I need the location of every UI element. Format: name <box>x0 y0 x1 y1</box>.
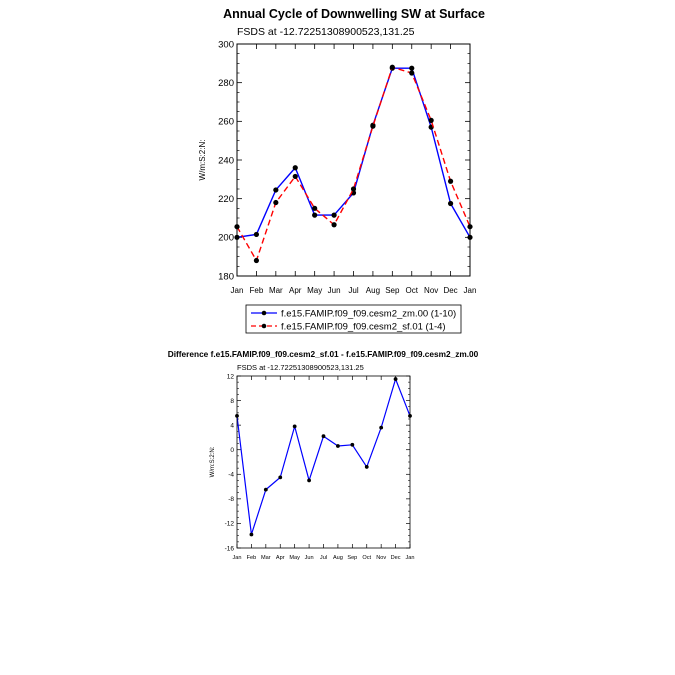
data-point <box>250 533 254 537</box>
data-point <box>429 118 434 123</box>
x-tick-label: Jul <box>319 555 328 561</box>
bottom-chart-title: Difference f.e15.FAMIP.f09_f09.cesm2_sf.01 - f.e15.FAMIP.f09_f09.cesm2_zm.00 <box>167 349 479 359</box>
x-tick-label: Apr <box>289 286 302 295</box>
data-point <box>254 232 259 237</box>
x-tick-label: Jan <box>463 286 477 295</box>
x-tick-label: Dec <box>390 555 401 561</box>
bottom-chart <box>168 349 479 561</box>
data-point <box>370 124 375 129</box>
top-chart-subtitle: FSDS at -12.72251308900523,131.25 <box>237 26 415 38</box>
x-tick-label: Aug <box>365 286 381 295</box>
x-tick-label: Mar <box>261 555 271 561</box>
data-point <box>273 187 278 192</box>
data-point <box>379 426 383 430</box>
y-tick-label: 12 <box>226 373 234 381</box>
data-point <box>278 475 282 479</box>
legend-marker-sf <box>262 324 267 329</box>
bottom-chart-ticks <box>225 373 415 561</box>
data-point <box>293 424 297 428</box>
x-tick-label: Oct <box>362 555 372 561</box>
data-point <box>307 479 311 483</box>
data-point <box>331 222 336 227</box>
bottom-chart-frame <box>237 376 410 548</box>
y-tick-label: -4 <box>228 471 234 479</box>
data-point <box>336 444 340 448</box>
legend-marker-zm <box>262 311 267 316</box>
x-tick-label: Jan <box>232 555 242 561</box>
x-tick-label: Jul <box>348 286 359 295</box>
x-tick-label: Dec <box>443 286 458 295</box>
y-tick-label: 4 <box>230 422 234 430</box>
x-tick-label: May <box>289 555 300 561</box>
x-tick-label: May <box>307 286 323 295</box>
data-point <box>322 434 326 438</box>
data-point <box>448 201 453 206</box>
data-point <box>293 165 298 170</box>
x-tick-label: Nov <box>376 555 387 561</box>
data-point <box>365 465 369 469</box>
top-chart-frame <box>237 44 470 276</box>
legend-entry-sf <box>251 322 446 333</box>
series-line-0 <box>237 379 410 534</box>
data-point <box>409 66 414 71</box>
x-tick-label: Feb <box>246 555 257 561</box>
legend-label-zm: f.e15.FAMIP.f09_f09.cesm2_zm.00 (1-10) <box>281 308 457 320</box>
data-point <box>254 258 259 263</box>
y-tick-label: -8 <box>228 496 234 504</box>
legend-label-sf: f.e15.FAMIP.f09_f09.cesm2_sf.01 (1-4) <box>281 321 446 333</box>
series-line-1 <box>237 67 470 260</box>
x-tick-label: Jan <box>405 555 415 561</box>
y-tick-label: 300 <box>218 39 234 51</box>
data-point <box>264 488 268 492</box>
y-tick-label: 0 <box>230 446 234 454</box>
data-point <box>394 377 398 381</box>
x-tick-label: Sep <box>347 555 358 561</box>
y-tick-label: 8 <box>230 397 234 405</box>
x-tick-label: Jun <box>327 286 341 295</box>
data-point <box>448 179 453 184</box>
data-point <box>312 206 317 211</box>
top-chart-ticks <box>218 39 476 295</box>
x-tick-label: Sep <box>385 286 400 295</box>
x-tick-label: Aug <box>332 555 343 561</box>
y-tick-label: 200 <box>218 232 234 244</box>
data-point <box>351 186 356 191</box>
top-chart-y-axis-label: W/m:S:2:N: <box>198 139 207 181</box>
x-tick-label: Feb <box>249 286 264 295</box>
y-tick-label: 260 <box>218 116 234 128</box>
y-tick-label: -12 <box>224 520 234 528</box>
bottom-chart-y-axis-label: W/m:S:2:N: <box>210 446 216 478</box>
x-tick-label: Apr <box>275 555 285 561</box>
top-chart-series <box>234 65 472 264</box>
top-chart <box>198 7 485 295</box>
top-chart-title: Annual Cycle of Downwelling SW at Surface <box>223 7 485 21</box>
x-tick-label: Oct <box>405 286 418 295</box>
legend-entry-zm <box>251 309 456 320</box>
y-tick-label: 180 <box>218 271 234 283</box>
bottom-chart-subtitle: FSDS at -12.72251308900523,131.25 <box>237 363 364 372</box>
y-tick-label: -16 <box>224 545 234 553</box>
x-tick-label: Nov <box>424 286 439 295</box>
y-tick-label: 240 <box>218 155 234 167</box>
x-tick-label: Jun <box>304 555 314 561</box>
bottom-chart-series <box>235 377 412 536</box>
legend <box>246 305 461 333</box>
data-point <box>331 213 336 218</box>
data-point <box>312 213 317 218</box>
data-point <box>390 65 395 70</box>
data-point <box>350 443 354 447</box>
data-point <box>293 174 298 179</box>
data-point <box>273 200 278 205</box>
x-tick-label: Jan <box>230 286 244 295</box>
y-tick-label: 220 <box>218 193 234 205</box>
y-tick-label: 280 <box>218 77 234 89</box>
x-tick-label: Mar <box>268 286 283 295</box>
data-point <box>409 70 414 75</box>
